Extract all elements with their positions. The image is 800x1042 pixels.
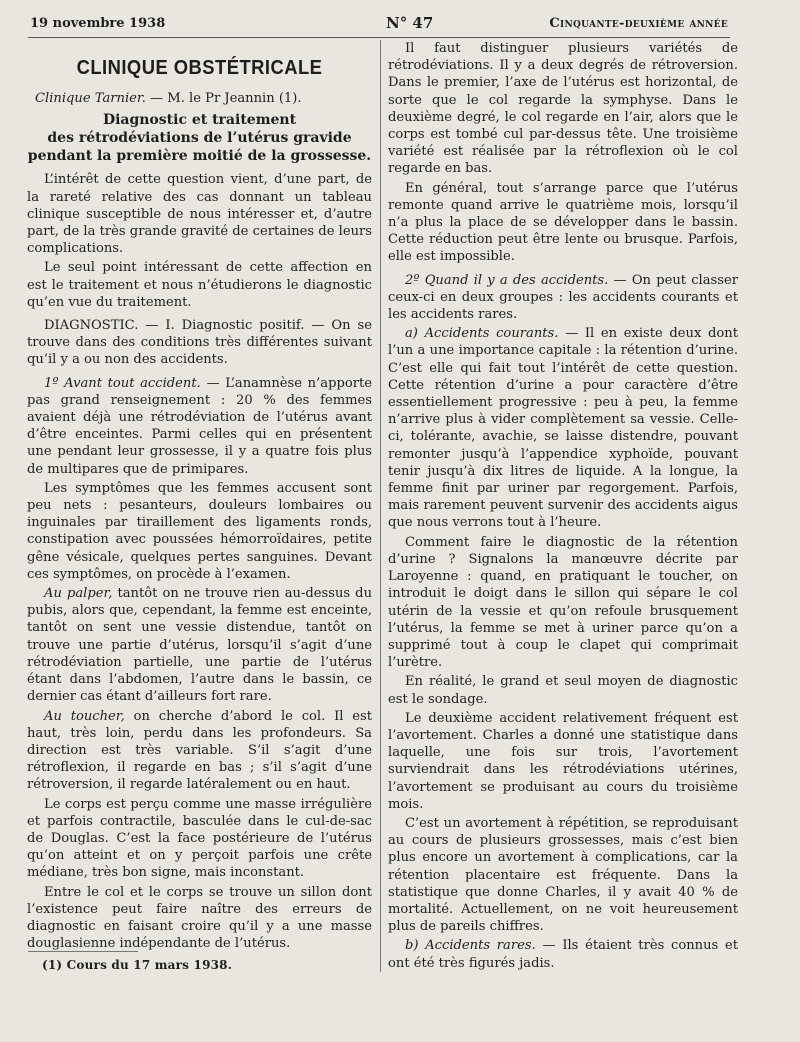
paragraph: Le deuxième accident relativement fréquent est l’avortement. Charles a donné une statistique dans laquelle, une fois sur trois, l’avortement surviendrait dans les rétrodéviations utérines, l’avortement se produisant au cours du troisième mois. bbox=[388, 710, 738, 812]
issue-date: 19 novembre 1938 bbox=[30, 16, 166, 31]
byline bbox=[27, 90, 372, 107]
header-rule bbox=[28, 37, 730, 38]
paragraph-lead: 1º Avant tout accident. bbox=[44, 375, 201, 391]
article-title bbox=[27, 111, 372, 165]
page-header bbox=[30, 14, 728, 34]
paragraph-lead: b) Accidents rares. bbox=[405, 938, 536, 954]
paragraph: Comment faire le diagnostic de la rétention d’urine ? Signalons la manœuvre décrite par Laroyenne : quand, en pratiquant le toucher, on introduit le doigt dans le sillon qui sépare le col utérin de la vessie et qu’on refoule brusquement l’utérus, la femme se met à uriner parce qu’on a supprimé tout à coup le clapet qui comprimait l’urètre. bbox=[388, 534, 738, 671]
paragraph-body: — Ils étaient très connus et ont été très figurés jadis. bbox=[388, 938, 738, 971]
paragraph-lead: Au palper, bbox=[44, 586, 113, 602]
paragraph bbox=[388, 937, 738, 971]
paragraph bbox=[27, 585, 372, 705]
article-title-line-1: Diagnostic et traitement bbox=[102, 112, 297, 129]
paragraph-lead: 2º Quand il y a des accidents. bbox=[405, 272, 609, 288]
paragraph bbox=[388, 272, 738, 324]
issue-number: N° 47 bbox=[386, 14, 434, 32]
footnote: (1) Cours du 17 mars 1938. bbox=[42, 958, 233, 972]
paragraph-body: on cherche d’abord le col. Il est haut, très loin, perdu dans les profondeurs. Sa direction est très variable. S’il s’agit d’une rétroflexion, il regarde en bas ; s’il s’agit d’une rétroversion, il regarde latéralement ou en haut. bbox=[27, 708, 372, 793]
paragraph-diagnostic: DIAGNOSTIC. — I. Diagnostic positif. — On se trouve dans des conditions très différentes suivant qu’il y a ou non des accidents. bbox=[27, 318, 372, 368]
paragraph bbox=[388, 325, 738, 531]
paragraph: Entre le col et le corps se trouve un sillon dont l’existence peut faire naître des erreurs de diagnostic en faisant croire qu’il y a une masse douglasienne indépendante de l’utérus. bbox=[27, 884, 372, 952]
paragraph-body: tantôt on ne trouve rien au-dessus du pubis, alors que, cependant, la femme est enceinte, tantôt on sent une vessie distendue, tantôt on trouve une partie d’utérus, lorsqu’il s’agit d’une rétrodéviation partielle, une partie de l’utérus étant dans l’abdomen, l’autre dans le bassin, ce dernier cas étant d’ailleurs fort rare. bbox=[27, 586, 372, 705]
paragraph-lead: a) Accidents courants. bbox=[405, 326, 559, 342]
paragraph: Le seul point intéressant de cette affection en est le traitement et nous n’étudierons le diagnostic qu’en vue du traitement. bbox=[27, 260, 372, 310]
byline-author: — M. le Pr Jeannin (1). bbox=[150, 91, 302, 107]
column-divider bbox=[380, 40, 381, 972]
issue-year: Cinquante-deuxième année bbox=[549, 16, 728, 31]
paragraph-body: — L’anamnèse n’apporte pas grand renseignement : 20 % des femmes avaient déjà une rétrodéviation de l’utérus avant d’être enceintes. Parmi celles qui en présentent une pendant leur grossesse, il y a quatre fois plus de multipares que de primipares. bbox=[27, 375, 372, 477]
paragraph: C’est un avortement à répétition, se reproduisant au cours de plusieurs grossesses, mais c’est bien plus encore un avortement à complications, car la rétention placentaire est fréquente. Dans la statistique que donne Charles, il y avait 40 % de mortalité. Actuellement, on ne voit heureusement plus de pareils chiffres. bbox=[388, 815, 738, 935]
paragraph bbox=[27, 375, 372, 478]
paragraph: Le corps est perçu comme une masse irrégulière et parfois contractile, basculée dans le cul-de-sac de Douglas. C’est la face postérieure de l’utérus qu’on atteint et on y perçoit parfois une crête médiane, très bon signe, mais inconstant. bbox=[27, 796, 372, 881]
paragraph-body: — On peut classer ceux-ci en deux groupes : les accidents courants et les accidents rares. bbox=[388, 272, 738, 323]
article-title-line-2: des rétrodéviations de l’utérus gravide bbox=[47, 130, 352, 147]
section-title: CLINIQUE OBSTÉTRICALE bbox=[76, 57, 323, 79]
paragraph: Il faut distinguer plusieurs variétés de rétrodéviations. Il y a deux degrés de rétroversion. Dans le premier, l’axe de l’utérus est horizontal, de sorte que le col regarde la symphyse. Dans le deuxième degré, le col regarde en l’air, alors que le corps est tombé cul par-dessus tête. Une troisième variété est réalisée par la rétroflexion où le col regarde en bas. bbox=[388, 41, 738, 177]
paragraph: L’intérêt de cette question vient, d’une part, de la rareté relative des cas donnant un tableau clinique susceptible de nous intéresser et, d’autre part, de la très grande gravité de certaines de leurs complications. bbox=[27, 172, 372, 257]
paragraph: En réalité, le grand et seul moyen de diagnostic est le sondage. bbox=[388, 674, 738, 707]
byline-clinic: Clinique Tarnier. bbox=[35, 91, 146, 107]
paragraph bbox=[27, 708, 372, 794]
paragraph-body: — Il en existe deux dont l’un a une importance capitale : la rétention d’urine. C’est elle qui fait tout l’intérêt de cette question. Cette rétention d’urine a pour caractère d’être essentiellement progressive : peu à peu, la femme n’arrive plus à vider complètement sa vessie. Celle-ci, tolérante, avachie, se laisse distendre, pouvant remonter jusqu’à l’appendice xyphoïde, pouvant tenir jusqu’à dix litres de liquide. A la longue, la femme finit par uriner par regorgement. Parfois, mais rarement peuvent survenir des accidents aigus que nous verrons tout à l’heure. bbox=[388, 326, 738, 531]
footnote-rule bbox=[28, 951, 138, 952]
right-column bbox=[388, 40, 738, 972]
article-title-line-3: pendant la première moitié de la grossesse. bbox=[27, 148, 372, 165]
left-column bbox=[27, 40, 372, 952]
paragraph: En général, tout s’arrange parce que l’utérus remonte quand arrive le quatrième mois, lorsqu’il n’a plus la place de se développer dans le bassin. Cette réduction peut être lente ou brusque. Parfois, elle est impossible. bbox=[388, 180, 738, 265]
paragraph: Les symptômes que les femmes accusent sont peu nets : pesanteurs, douleurs lombaires ou inguinales par tiraillement des ligaments ronds, constipation avec poussées hémorroïdaires, petite gêne vésicale, quelques pertes sanguines. Devant ces symptômes, on procède à l’examen. bbox=[27, 480, 372, 582]
paragraph-lead: Au toucher, bbox=[44, 708, 125, 724]
